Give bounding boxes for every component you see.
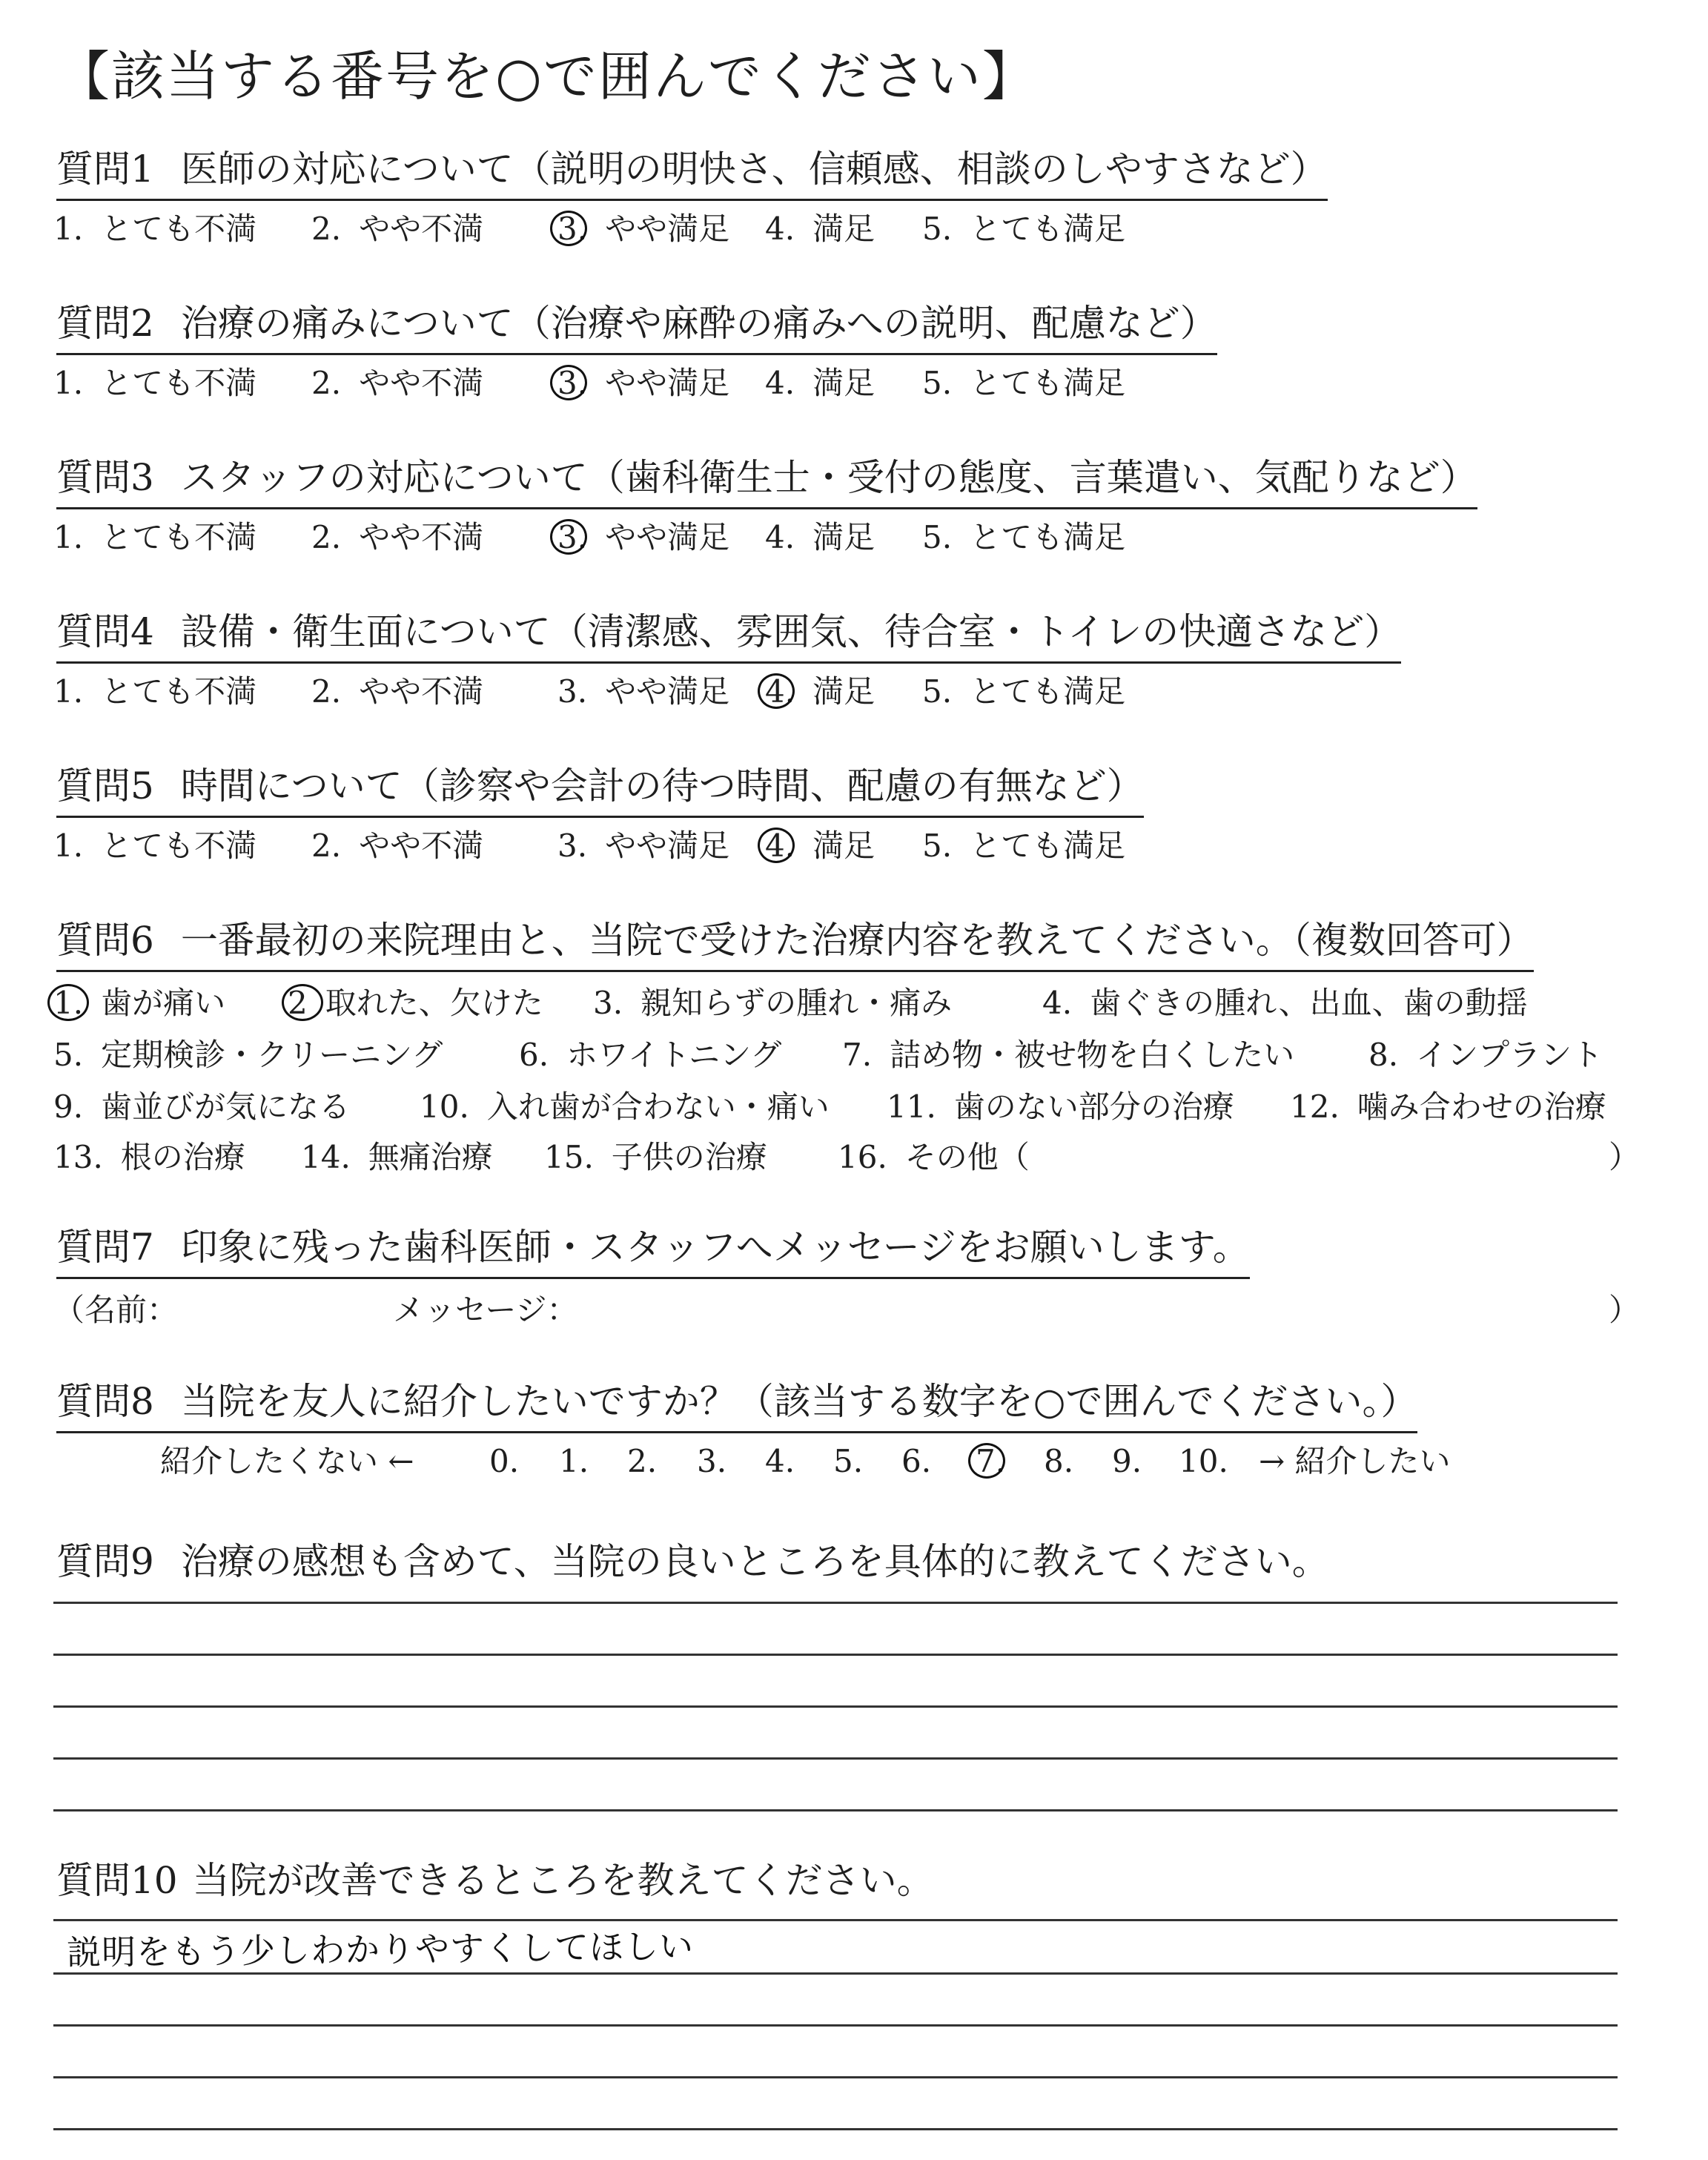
option-number: 2: [288, 985, 308, 1021]
q3-option-2[interactable]: [311, 518, 483, 558]
q2-option-4[interactable]: [765, 363, 875, 403]
q2-option-1[interactable]: [53, 363, 256, 403]
option-number: 5.: [922, 365, 953, 401]
question-8-left-label: 紹介したくない ←: [160, 1443, 414, 1479]
selection-circle-icon: [47, 984, 89, 1021]
option-label: 満足: [812, 519, 875, 555]
q1-option-3[interactable]: [557, 209, 729, 249]
question-1-number: 質問1: [56, 148, 154, 191]
option-number: 3.: [557, 365, 588, 401]
option-number: 12.: [1290, 1089, 1340, 1125]
q4-option-4[interactable]: [765, 672, 875, 712]
question-8-right-label: → 紹介したい: [1259, 1443, 1451, 1479]
scale-number: 3.: [697, 1443, 727, 1479]
option-label: とても満足: [970, 673, 1126, 710]
scale-number: 2.: [627, 1443, 658, 1479]
q1-option-4[interactable]: [765, 209, 875, 249]
option-label: とても不満: [101, 519, 257, 555]
option-label: ホワイトニング: [566, 1037, 782, 1073]
option-label: やや不満: [359, 828, 484, 864]
q2-option-3[interactable]: [557, 363, 729, 403]
question-10-number: 質問10: [56, 1859, 178, 1902]
q8-scale-5[interactable]: [833, 1441, 863, 1482]
q8-scale-3[interactable]: [697, 1441, 726, 1482]
question-10-heading: [56, 1857, 934, 1904]
scale-number: 0.: [489, 1443, 520, 1479]
answer-line: [53, 1654, 1618, 1656]
option-number: 5.: [53, 1037, 84, 1073]
question-7-close-paren: ）: [1609, 1292, 1641, 1328]
selection-circle-icon: [758, 828, 795, 863]
question-7-name-label: （名前：: [53, 1292, 179, 1328]
answer-line: [53, 2076, 1618, 2078]
option-number: 16.: [838, 1139, 887, 1175]
q8-scale-10[interactable]: [1179, 1441, 1228, 1482]
question-4-options: [53, 672, 1684, 713]
q6-option-2[interactable]: [288, 983, 543, 1023]
question-8-heading: [56, 1378, 1417, 1433]
option-number: 1.: [53, 211, 84, 247]
q5-option-2[interactable]: [311, 826, 483, 866]
page-title: 【該当する番号を○で囲んでください】: [56, 45, 1037, 108]
option-label: 定期検診・クリーニング: [101, 1037, 443, 1073]
option-number: 2.: [311, 828, 342, 864]
q6-option-16[interactable]: [838, 1137, 1030, 1178]
answer-line: [53, 1602, 1618, 1604]
answer-line: [53, 1809, 1618, 1811]
scale-number: 1.: [559, 1443, 589, 1479]
q8-scale-0[interactable]: [489, 1441, 519, 1482]
option-label: その他（: [904, 1139, 1030, 1175]
question-2-number: 質問2: [56, 302, 154, 345]
scale-number: 10.: [1179, 1443, 1228, 1479]
option-number: 5.: [922, 828, 953, 864]
option-number: 1.: [53, 673, 84, 710]
question-5-heading: [56, 762, 1144, 818]
q5-option-1[interactable]: [53, 826, 256, 866]
option-label: 歯ぐきの腫れ、出血、歯の動揺: [1090, 985, 1528, 1021]
scale-number: 5.: [833, 1443, 864, 1479]
option-label: とても満足: [970, 211, 1126, 247]
q5-option-5[interactable]: [922, 826, 1125, 866]
option-label: やや不満: [359, 211, 484, 247]
option-number: 10.: [420, 1089, 469, 1125]
option-label: 根の治療: [120, 1139, 245, 1175]
option-label: 噛み合わせの治療: [1357, 1089, 1606, 1125]
q8-scale-1[interactable]: [559, 1441, 589, 1482]
question-3-text: スタッフの対応について（歯科衛生士・受付の態度、言葉遣い、気配りなど）: [180, 456, 1477, 499]
question-1-heading: [56, 145, 1328, 201]
option-number: 4.: [765, 519, 795, 555]
option-label: 歯並びが気になる: [101, 1089, 351, 1125]
q6-option-1[interactable]: [53, 983, 225, 1023]
scale-number: 4.: [765, 1443, 795, 1479]
q6-option-12[interactable]: [1290, 1087, 1606, 1127]
option-label: とても満足: [970, 365, 1126, 401]
option-number: 2.: [311, 365, 342, 401]
question-2-options: [53, 363, 1684, 405]
question-7-message-label: メッセージ：: [393, 1292, 578, 1328]
q6-option-14[interactable]: [301, 1137, 493, 1178]
q6-option-11[interactable]: [887, 1087, 1234, 1127]
option-label: とても不満: [101, 673, 257, 710]
option-number: 13.: [53, 1139, 103, 1175]
question-3-heading: [56, 454, 1477, 509]
q5-option-3[interactable]: [557, 826, 729, 866]
q8-scale-7[interactable]: [976, 1441, 1005, 1482]
q1-option-2[interactable]: [311, 209, 483, 249]
option-label: やや不満: [359, 519, 484, 555]
option-number: 3.: [557, 519, 588, 555]
question-6-heading: [56, 916, 1534, 972]
option-label: 詰め物・被せ物を白くしたい: [890, 1037, 1295, 1073]
option-label: とても満足: [970, 519, 1126, 555]
option-number: 3.: [557, 211, 588, 247]
option-number: 1.: [53, 365, 84, 401]
q8-scale-2[interactable]: [627, 1441, 657, 1482]
question-6-close-paren: ）: [1609, 1139, 1641, 1175]
q8-scale-4[interactable]: [765, 1441, 795, 1482]
option-number: 9.: [53, 1089, 84, 1125]
option-number: 4.: [765, 365, 795, 401]
q4-option-5[interactable]: [922, 672, 1125, 712]
option-number: 2.: [311, 673, 342, 710]
question-4-number: 質問4: [56, 610, 154, 653]
option-number: 8.: [1368, 1037, 1399, 1073]
question-8-number: 質問8: [56, 1380, 154, 1423]
selection-circle-icon: [550, 211, 587, 246]
selection-circle-icon: [282, 984, 323, 1021]
q6-option-15[interactable]: [544, 1137, 767, 1178]
q1-option-5[interactable]: [922, 209, 1125, 249]
scale-number: 9.: [1112, 1443, 1142, 1479]
q6-option-3[interactable]: [593, 983, 952, 1023]
option-number: 1.: [53, 985, 84, 1021]
option-label: 満足: [812, 828, 875, 864]
q3-option-4[interactable]: [765, 518, 875, 558]
q2-option-2[interactable]: [311, 363, 483, 403]
option-number: 2.: [311, 519, 342, 555]
question-10-text: 当院が改善できるところを教えてください。: [192, 1859, 934, 1902]
scale-number: 8.: [1044, 1443, 1074, 1479]
option-label: 満足: [812, 673, 875, 710]
question-2-heading: [56, 300, 1217, 355]
option-label: とても不満: [101, 211, 257, 247]
question-5-options: [53, 826, 1684, 868]
option-number: 4.: [1042, 985, 1073, 1021]
option-label: とても不満: [101, 365, 257, 401]
question-5-number: 質問5: [56, 764, 154, 807]
scale-number: 7.: [976, 1443, 1006, 1479]
question-1-options: [53, 209, 1684, 251]
answer-line: [53, 2024, 1618, 2027]
q6-option-4[interactable]: [1042, 983, 1528, 1023]
answer-line: [53, 1972, 1618, 1975]
option-number: 5.: [922, 211, 953, 247]
option-number: 3.: [557, 828, 588, 864]
question-3-options: [53, 518, 1684, 559]
option-number: 15.: [544, 1139, 594, 1175]
question-8-scale: [0, 1441, 1708, 1483]
scale-number: 6.: [901, 1443, 932, 1479]
q6-option-9[interactable]: [53, 1087, 350, 1127]
question-3-number: 質問3: [56, 456, 154, 499]
q3-option-3[interactable]: [557, 518, 729, 558]
question-10-answer: 説明をもう少しわかりやすくしてほしい: [66, 1926, 695, 1973]
option-number: 4.: [765, 828, 795, 864]
option-label: やや不満: [359, 365, 484, 401]
option-label: 無痛治療: [368, 1139, 493, 1175]
question-2-text: 治療の痛みについて（治療や麻酔の痛みへの説明、配慮など）: [180, 302, 1217, 345]
option-number: 6.: [519, 1037, 549, 1073]
option-number: 5.: [922, 673, 953, 710]
option-label: やや満足: [605, 211, 730, 247]
option-number: 3.: [593, 985, 623, 1021]
option-number: 3.: [557, 673, 588, 710]
option-label: やや不満: [359, 673, 484, 710]
q3-option-1[interactable]: [53, 518, 256, 558]
question-9-text: 治療の感想も含めて、当院の良いところを具体的に教えてください。: [180, 1540, 1329, 1583]
question-7-heading: [56, 1223, 1250, 1279]
q4-option-1[interactable]: [53, 672, 256, 712]
q4-option-3[interactable]: [557, 672, 729, 712]
option-label: やや満足: [605, 365, 730, 401]
option-number: 4.: [765, 673, 795, 710]
answer-line: [53, 1919, 1618, 1921]
option-label: とても満足: [970, 828, 1126, 864]
q8-scale-9[interactable]: [1112, 1441, 1142, 1482]
option-number: 7.: [842, 1037, 873, 1073]
option-label: 子供の治療: [611, 1139, 767, 1175]
option-number: 1.: [53, 519, 84, 555]
option-label: 歯が痛い: [101, 985, 226, 1021]
q6-option-8[interactable]: [1368, 1035, 1603, 1075]
question-8-text: 当院を友人に紹介したいですか？（該当する数字を○で囲んでください。）: [180, 1380, 1418, 1423]
question-1-text: 医師の対応について（説明の明快さ、信頼感、相談のしやすさなど）: [180, 148, 1328, 191]
selection-circle-icon: [758, 673, 795, 709]
option-label: 取れた、欠けた: [325, 985, 543, 1021]
selection-circle-icon: [968, 1443, 1005, 1479]
selection-circle-icon: [550, 365, 587, 400]
q4-option-2[interactable]: [311, 672, 483, 712]
q6-option-6[interactable]: [519, 1035, 781, 1075]
option-label: とても不満: [101, 828, 257, 864]
q8-scale-6[interactable]: [901, 1441, 931, 1482]
q6-option-10[interactable]: [420, 1087, 830, 1127]
q3-option-5[interactable]: [922, 518, 1125, 558]
answer-line: [53, 2128, 1618, 2130]
question-9-number: 質問9: [56, 1540, 154, 1583]
option-number: 14.: [301, 1139, 351, 1175]
option-label: インプラント: [1416, 1037, 1603, 1073]
q2-option-5[interactable]: [922, 363, 1125, 403]
option-label: やや満足: [605, 673, 730, 710]
question-6-number: 質問6: [56, 919, 154, 962]
question-5-text: 時間について（診察や会計の待つ時間、配慮の有無など）: [180, 764, 1144, 807]
option-label: 満足: [812, 365, 875, 401]
q8-scale-8[interactable]: [1044, 1441, 1073, 1482]
question-4-heading: [56, 608, 1401, 664]
answer-line: [53, 1757, 1618, 1760]
q1-option-1[interactable]: [53, 209, 256, 249]
option-number: 1.: [53, 828, 84, 864]
option-number: 5.: [922, 519, 953, 555]
q6-option-5[interactable]: [53, 1035, 443, 1075]
question-4-text: 設備・衛生面について（清潔感、雰囲気、待合室・トイレの快適さなど）: [180, 610, 1402, 653]
option-label: やや満足: [605, 519, 730, 555]
answer-line: [53, 1705, 1618, 1708]
option-number: 2.: [311, 211, 342, 247]
option-label: 満足: [812, 211, 875, 247]
option-label: 入れ歯が合わない・痛い: [486, 1089, 830, 1125]
question-6-text: 一番最初の来院理由と、当院で受けた治療内容を教えてください。（複数回答可）: [180, 919, 1534, 962]
q5-option-4[interactable]: [765, 826, 875, 866]
selection-circle-icon: [550, 519, 587, 555]
q6-option-13[interactable]: [53, 1137, 245, 1178]
question-7-text: 印象に残った歯科医師・スタッフへメッセージをお願いします。: [180, 1226, 1250, 1269]
option-label: 親知らずの腫れ・痛み: [640, 985, 953, 1021]
option-number: 11.: [887, 1089, 936, 1125]
option-label: 歯のない部分の治療: [953, 1089, 1234, 1125]
question-9-heading: [56, 1538, 1329, 1585]
option-label: やや満足: [605, 828, 730, 864]
option-number: 4.: [765, 211, 795, 247]
question-7-number: 質問7: [56, 1226, 154, 1269]
q6-option-7[interactable]: [842, 1035, 1294, 1075]
